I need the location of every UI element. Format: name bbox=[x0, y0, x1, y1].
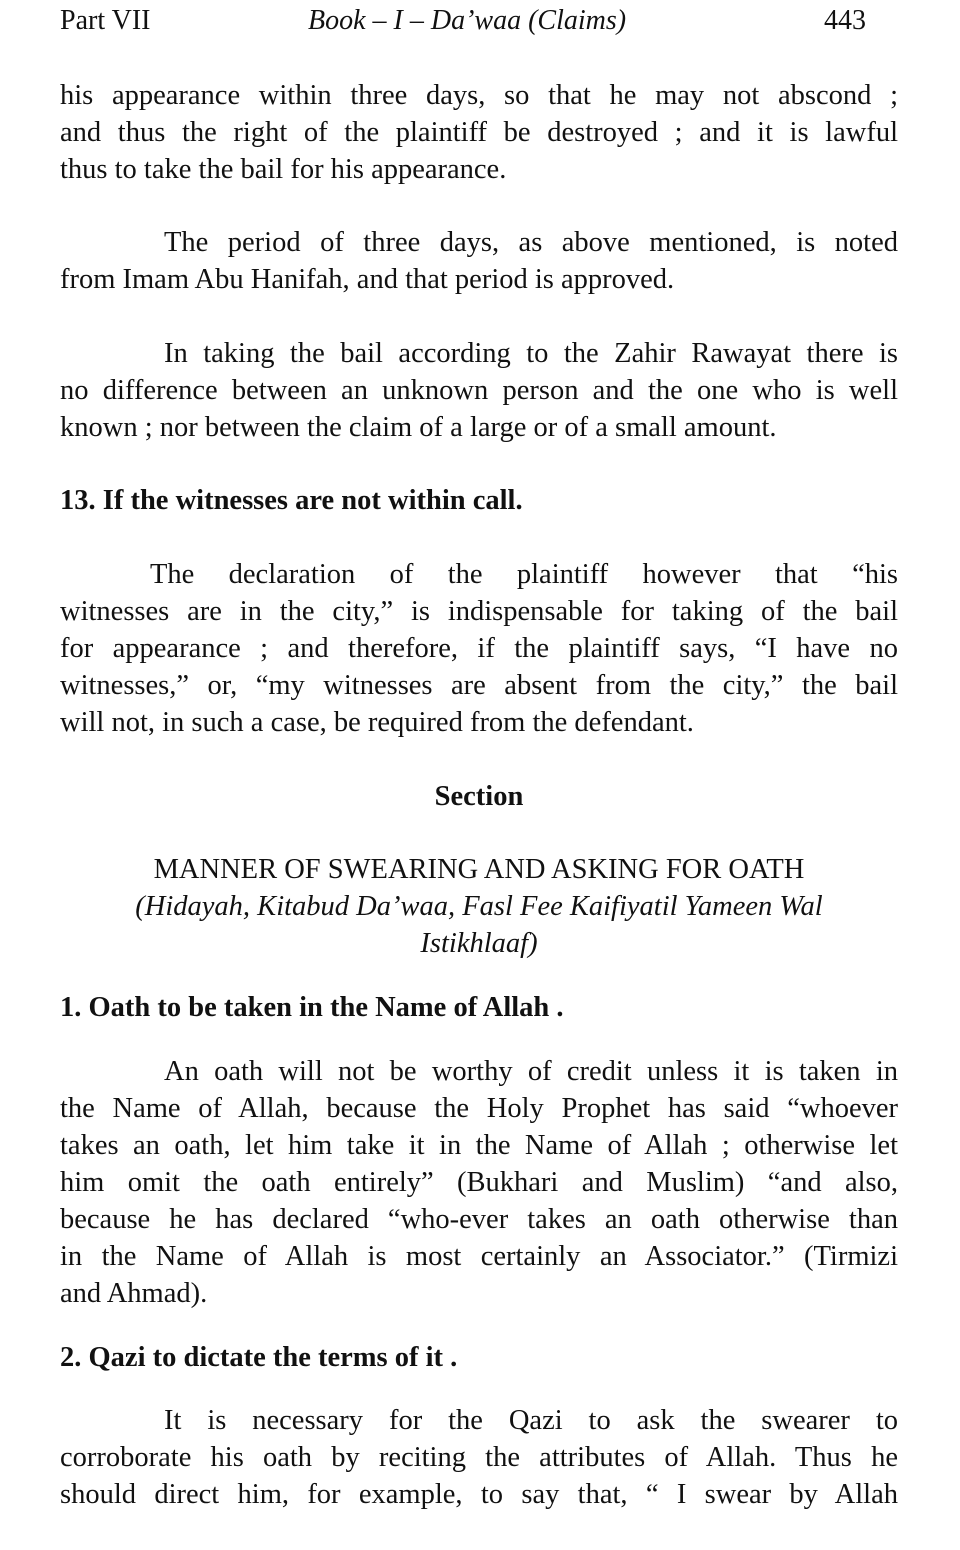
text-line: should direct him, for example, to say that, “ I swear by Allah bbox=[60, 1479, 898, 1510]
text-line: The declaration of the plaintiff however that “his bbox=[150, 559, 898, 590]
text-line: witnesses are in the city,” is indispensable for taking of the bail bbox=[60, 596, 898, 627]
section-source: Istikhlaaf) bbox=[420, 928, 538, 959]
text-line: takes an oath, let him take it in the Name of Allah ; otherwise let bbox=[60, 1130, 898, 1161]
heading-13 bbox=[60, 482, 898, 519]
text-line: The period of three days, as above mentioned, is noted bbox=[164, 227, 898, 258]
text-line: known ; nor between the claim of a large or of a small amount. bbox=[60, 412, 777, 443]
text-line: will not, in such a case, be required from the defendant. bbox=[60, 707, 694, 738]
heading-text: 1. Oath to be taken in the Name of Allah . bbox=[60, 992, 564, 1023]
section-title-block bbox=[60, 851, 898, 962]
section-label: Section bbox=[434, 781, 524, 812]
section-title: MANNER OF SWEARING AND ASKING FOR OATH bbox=[153, 854, 805, 885]
paragraph-4 bbox=[60, 556, 898, 741]
text-line: no difference between an unknown person and the one who is well bbox=[60, 375, 898, 406]
text-line: because he has declared “who-ever takes an oath otherwise than bbox=[60, 1204, 898, 1235]
text-line: from Imam Abu Hanifah, and that period is approved. bbox=[60, 264, 675, 295]
text-line: It is necessary for the Qazi to ask the swearer to bbox=[164, 1405, 898, 1436]
heading-text: 13. If the witnesses are not within call. bbox=[60, 485, 523, 516]
text-line: for appearance ; and therefore, if the plaintiff says, “I have no bbox=[60, 633, 898, 664]
paragraph-3 bbox=[60, 335, 898, 446]
running-header-part: Part VII bbox=[60, 5, 151, 36]
text-line: his appearance within three days, so that he may not abscond ; bbox=[60, 80, 898, 111]
section-heading bbox=[60, 778, 898, 815]
text-line: and Ahmad). bbox=[60, 1278, 208, 1309]
text-line: in the Name of Allah is most certainly an Associator.” (Tirmizi bbox=[60, 1241, 898, 1272]
text-line: the Name of Allah, because the Holy Prophet has said “whoever bbox=[60, 1093, 898, 1124]
text-line: An oath will not be worthy of credit unless it is taken in bbox=[164, 1056, 898, 1087]
text-line: thus to take the bail for his appearance. bbox=[60, 154, 507, 185]
text-line: corroborate his oath by reciting the attributes of Allah. Thus he bbox=[60, 1442, 898, 1473]
text-line: witnesses,” or, “my witnesses are absent from the city,” the bail bbox=[60, 670, 898, 701]
paragraph-5 bbox=[60, 1053, 898, 1312]
heading-1 bbox=[60, 989, 898, 1026]
heading-text: 2. Qazi to dictate the terms of it . bbox=[60, 1342, 458, 1373]
paragraph-1 bbox=[60, 77, 898, 188]
text-line: In taking the bail according to the Zahir Rawayat there is bbox=[164, 338, 898, 369]
text-line: him omit the oath entirely” (Bukhari and Muslim) “and also, bbox=[60, 1167, 898, 1198]
paragraph-2 bbox=[60, 224, 898, 298]
text-line: and thus the right of the plaintiff be destroyed ; and it is lawful bbox=[60, 117, 898, 148]
paragraph-6 bbox=[60, 1402, 898, 1513]
section-source: (Hidayah, Kitabud Da’waa, Fasl Fee Kaifiyatil Yameen Wal bbox=[135, 891, 823, 922]
heading-2 bbox=[60, 1339, 898, 1376]
page-number: 443 bbox=[824, 5, 866, 36]
running-header-title: Book – I – Da’waa (Claims) bbox=[308, 5, 627, 36]
